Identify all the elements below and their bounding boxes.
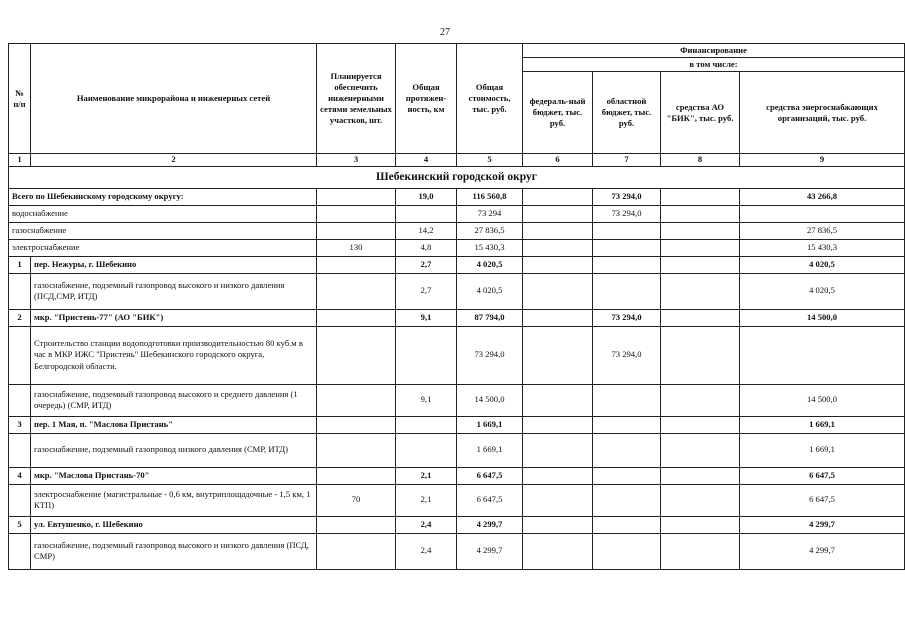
row-federal — [523, 416, 593, 433]
row-cost: 6 647,5 — [457, 484, 523, 516]
column-number-row — [9, 154, 905, 166]
row-number — [9, 273, 31, 309]
row-cost: 14 500,0 — [457, 384, 523, 416]
row-bik — [661, 222, 740, 239]
row-energy — [740, 205, 905, 222]
column-number: 2 — [31, 154, 317, 166]
row-regional — [593, 484, 661, 516]
column-number: 9 — [740, 154, 905, 166]
header-num: № п/п — [9, 44, 31, 154]
page-number: 27 — [440, 27, 450, 38]
table-row — [9, 239, 905, 256]
row-name: пер. Нежуры, г. Шебекино — [31, 256, 317, 273]
row-bik — [661, 433, 740, 467]
table-row — [9, 309, 905, 326]
column-number: 8 — [661, 154, 740, 166]
row-energy: 27 836,5 — [740, 222, 905, 239]
row-bik — [661, 326, 740, 384]
row-planned — [317, 467, 396, 484]
row-energy: 4 020,5 — [740, 256, 905, 273]
row-bik — [661, 467, 740, 484]
row-federal — [523, 205, 593, 222]
row-bik — [661, 416, 740, 433]
row-number — [9, 433, 31, 467]
column-number: 7 — [593, 154, 661, 166]
row-regional — [593, 533, 661, 569]
row-planned: 70 — [317, 484, 396, 516]
row-planned — [317, 256, 396, 273]
row-length: 2,1 — [396, 467, 457, 484]
row-cost: 73 294,0 — [457, 326, 523, 384]
row-planned — [317, 533, 396, 569]
row-length: 2,4 — [396, 516, 457, 533]
row-federal — [523, 467, 593, 484]
table-row — [9, 326, 905, 384]
row-bik — [661, 205, 740, 222]
row-bik — [661, 188, 740, 205]
row-regional — [593, 222, 661, 239]
row-federal — [523, 256, 593, 273]
row-cost: 1 669,1 — [457, 433, 523, 467]
row-planned — [317, 326, 396, 384]
row-name: газоснабжение — [9, 222, 317, 239]
row-length: 2,7 — [396, 256, 457, 273]
row-energy: 14 500,0 — [740, 309, 905, 326]
row-energy: 1 669,1 — [740, 433, 905, 467]
row-cost: 27 836,5 — [457, 222, 523, 239]
row-name: газоснабжение, подземный газопровод высокого и низкого давления (ПСД, СМР) — [31, 533, 317, 569]
header-length: Общая протяжен-ность, км — [396, 44, 457, 154]
row-planned — [317, 416, 396, 433]
row-cost: 87 794,0 — [457, 309, 523, 326]
header-energy: средства энергоснабжающих организаций, тыс. руб. — [740, 72, 905, 154]
row-cost: 6 647,5 — [457, 467, 523, 484]
row-planned — [317, 188, 396, 205]
row-number: 2 — [9, 309, 31, 326]
table-row — [9, 384, 905, 416]
row-length — [396, 433, 457, 467]
row-planned: 130 — [317, 239, 396, 256]
row-name: электроснабжение — [9, 239, 317, 256]
row-number: 5 — [9, 516, 31, 533]
row-name: мкр. "Пристень-77" (АО "БИК") — [31, 309, 317, 326]
row-name: пер. 1 Мая, п. "Маслова Пристань" — [31, 416, 317, 433]
row-bik — [661, 516, 740, 533]
column-number: 4 — [396, 154, 457, 166]
row-cost: 4 299,7 — [457, 533, 523, 569]
header-planned: Планируется обеспечить инженерными сетями земельных участков, шт. — [317, 44, 396, 154]
row-name: электроснабжение (магистральные - 0,6 км, внутриплощадочные - 1,5 км, 1 КТП) — [31, 484, 317, 516]
row-bik — [661, 256, 740, 273]
row-cost: 15 430,3 — [457, 239, 523, 256]
row-name: водоснабжение — [9, 205, 317, 222]
row-regional — [593, 416, 661, 433]
column-number: 3 — [317, 154, 396, 166]
row-federal — [523, 433, 593, 467]
table-row — [9, 205, 905, 222]
row-regional — [593, 467, 661, 484]
header-regional: областной бюджет, тыс. руб. — [593, 72, 661, 154]
table-row — [9, 533, 905, 569]
row-name: газоснабжение, подземный газопровод низкого давления (СМР, ИТД) — [31, 433, 317, 467]
row-federal — [523, 533, 593, 569]
column-number: 1 — [9, 154, 31, 166]
row-length: 2,4 — [396, 533, 457, 569]
row-regional — [593, 516, 661, 533]
row-cost: 4 299,7 — [457, 516, 523, 533]
row-planned — [317, 309, 396, 326]
row-length: 9,1 — [396, 309, 457, 326]
row-name: мкр. "Маслова Пристань-70" — [31, 467, 317, 484]
row-regional — [593, 239, 661, 256]
table-row — [9, 516, 905, 533]
table-row — [9, 416, 905, 433]
row-length: 9,1 — [396, 384, 457, 416]
row-energy: 1 669,1 — [740, 416, 905, 433]
column-number: 6 — [523, 154, 593, 166]
row-cost: 1 669,1 — [457, 416, 523, 433]
row-length: 2,1 — [396, 484, 457, 516]
row-regional — [593, 273, 661, 309]
region-row — [9, 166, 905, 188]
row-energy: 4 299,7 — [740, 516, 905, 533]
row-cost: 4 020,5 — [457, 256, 523, 273]
row-bik — [661, 273, 740, 309]
row-cost: 4 020,5 — [457, 273, 523, 309]
row-number — [9, 484, 31, 516]
row-number: 4 — [9, 467, 31, 484]
row-energy: 4 299,7 — [740, 533, 905, 569]
row-name: газоснабжение, подземный газопровод высокого и низкого давления (ПСД,СМР, ИТД) — [31, 273, 317, 309]
row-regional: 73 294,0 — [593, 326, 661, 384]
row-regional: 73 294,0 — [593, 188, 661, 205]
row-energy: 15 430,3 — [740, 239, 905, 256]
row-regional — [593, 256, 661, 273]
row-length: 4,8 — [396, 239, 457, 256]
row-energy: 43 266,8 — [740, 188, 905, 205]
header-federal: федераль-ный бюджет, тыс. руб. — [523, 72, 593, 154]
table-row — [9, 467, 905, 484]
row-number — [9, 533, 31, 569]
header-including: в том числе: — [523, 58, 905, 72]
row-number: 3 — [9, 416, 31, 433]
table-row — [9, 273, 905, 309]
row-bik — [661, 309, 740, 326]
row-name: ул. Евтушенко, г. Шебекино — [31, 516, 317, 533]
row-bik — [661, 533, 740, 569]
row-planned — [317, 273, 396, 309]
financing-table — [8, 43, 905, 570]
row-planned — [317, 384, 396, 416]
row-regional: 73 294,0 — [593, 205, 661, 222]
row-length: 2,7 — [396, 273, 457, 309]
row-energy: 6 647,5 — [740, 484, 905, 516]
row-federal — [523, 484, 593, 516]
row-federal — [523, 326, 593, 384]
row-energy: 14 500,0 — [740, 384, 905, 416]
row-bik — [661, 484, 740, 516]
row-number — [9, 384, 31, 416]
table-row — [9, 484, 905, 516]
row-planned — [317, 205, 396, 222]
row-regional — [593, 384, 661, 416]
row-length: 19,0 — [396, 188, 457, 205]
row-length — [396, 416, 457, 433]
row-energy: 4 020,5 — [740, 273, 905, 309]
row-planned — [317, 516, 396, 533]
row-planned — [317, 222, 396, 239]
row-federal — [523, 309, 593, 326]
region-title: Шебекинский городской округ — [9, 166, 905, 188]
row-cost: 73 294 — [457, 205, 523, 222]
row-energy: 6 647,5 — [740, 467, 905, 484]
row-bik — [661, 239, 740, 256]
row-regional: 73 294,0 — [593, 309, 661, 326]
header-name: Наименование микрорайона и инженерных сетей — [31, 44, 317, 154]
table-row — [9, 433, 905, 467]
row-federal — [523, 384, 593, 416]
row-name: Всего по Шебекинскому городскому округу: — [9, 188, 317, 205]
row-federal — [523, 222, 593, 239]
row-length: 14,2 — [396, 222, 457, 239]
row-energy — [740, 326, 905, 384]
column-number: 5 — [457, 154, 523, 166]
row-federal — [523, 188, 593, 205]
row-federal — [523, 516, 593, 533]
row-federal — [523, 239, 593, 256]
table-row — [9, 256, 905, 273]
row-name: газоснабжение, подземный газопровод высокого и среднего давления (1 очередь) (СМР, ИТД) — [31, 384, 317, 416]
header-financing: Финансирование — [523, 44, 905, 58]
header-cost: Общая стоимость, тыс. руб. — [457, 44, 523, 154]
row-bik — [661, 384, 740, 416]
row-number — [9, 326, 31, 384]
table-row — [9, 188, 905, 205]
row-federal — [523, 273, 593, 309]
header-bik: средства АО "БИК", тыс. руб. — [661, 72, 740, 154]
table-row — [9, 222, 905, 239]
row-regional — [593, 433, 661, 467]
row-cost: 116 560,8 — [457, 188, 523, 205]
row-length — [396, 205, 457, 222]
row-planned — [317, 433, 396, 467]
row-name: Строительство станции водоподготовки производительностью 80 куб.м в час в МКР ИЖС "Пристень" Шебекинского городского округа, Белгородской области. — [31, 326, 317, 384]
row-number: 1 — [9, 256, 31, 273]
row-length — [396, 326, 457, 384]
